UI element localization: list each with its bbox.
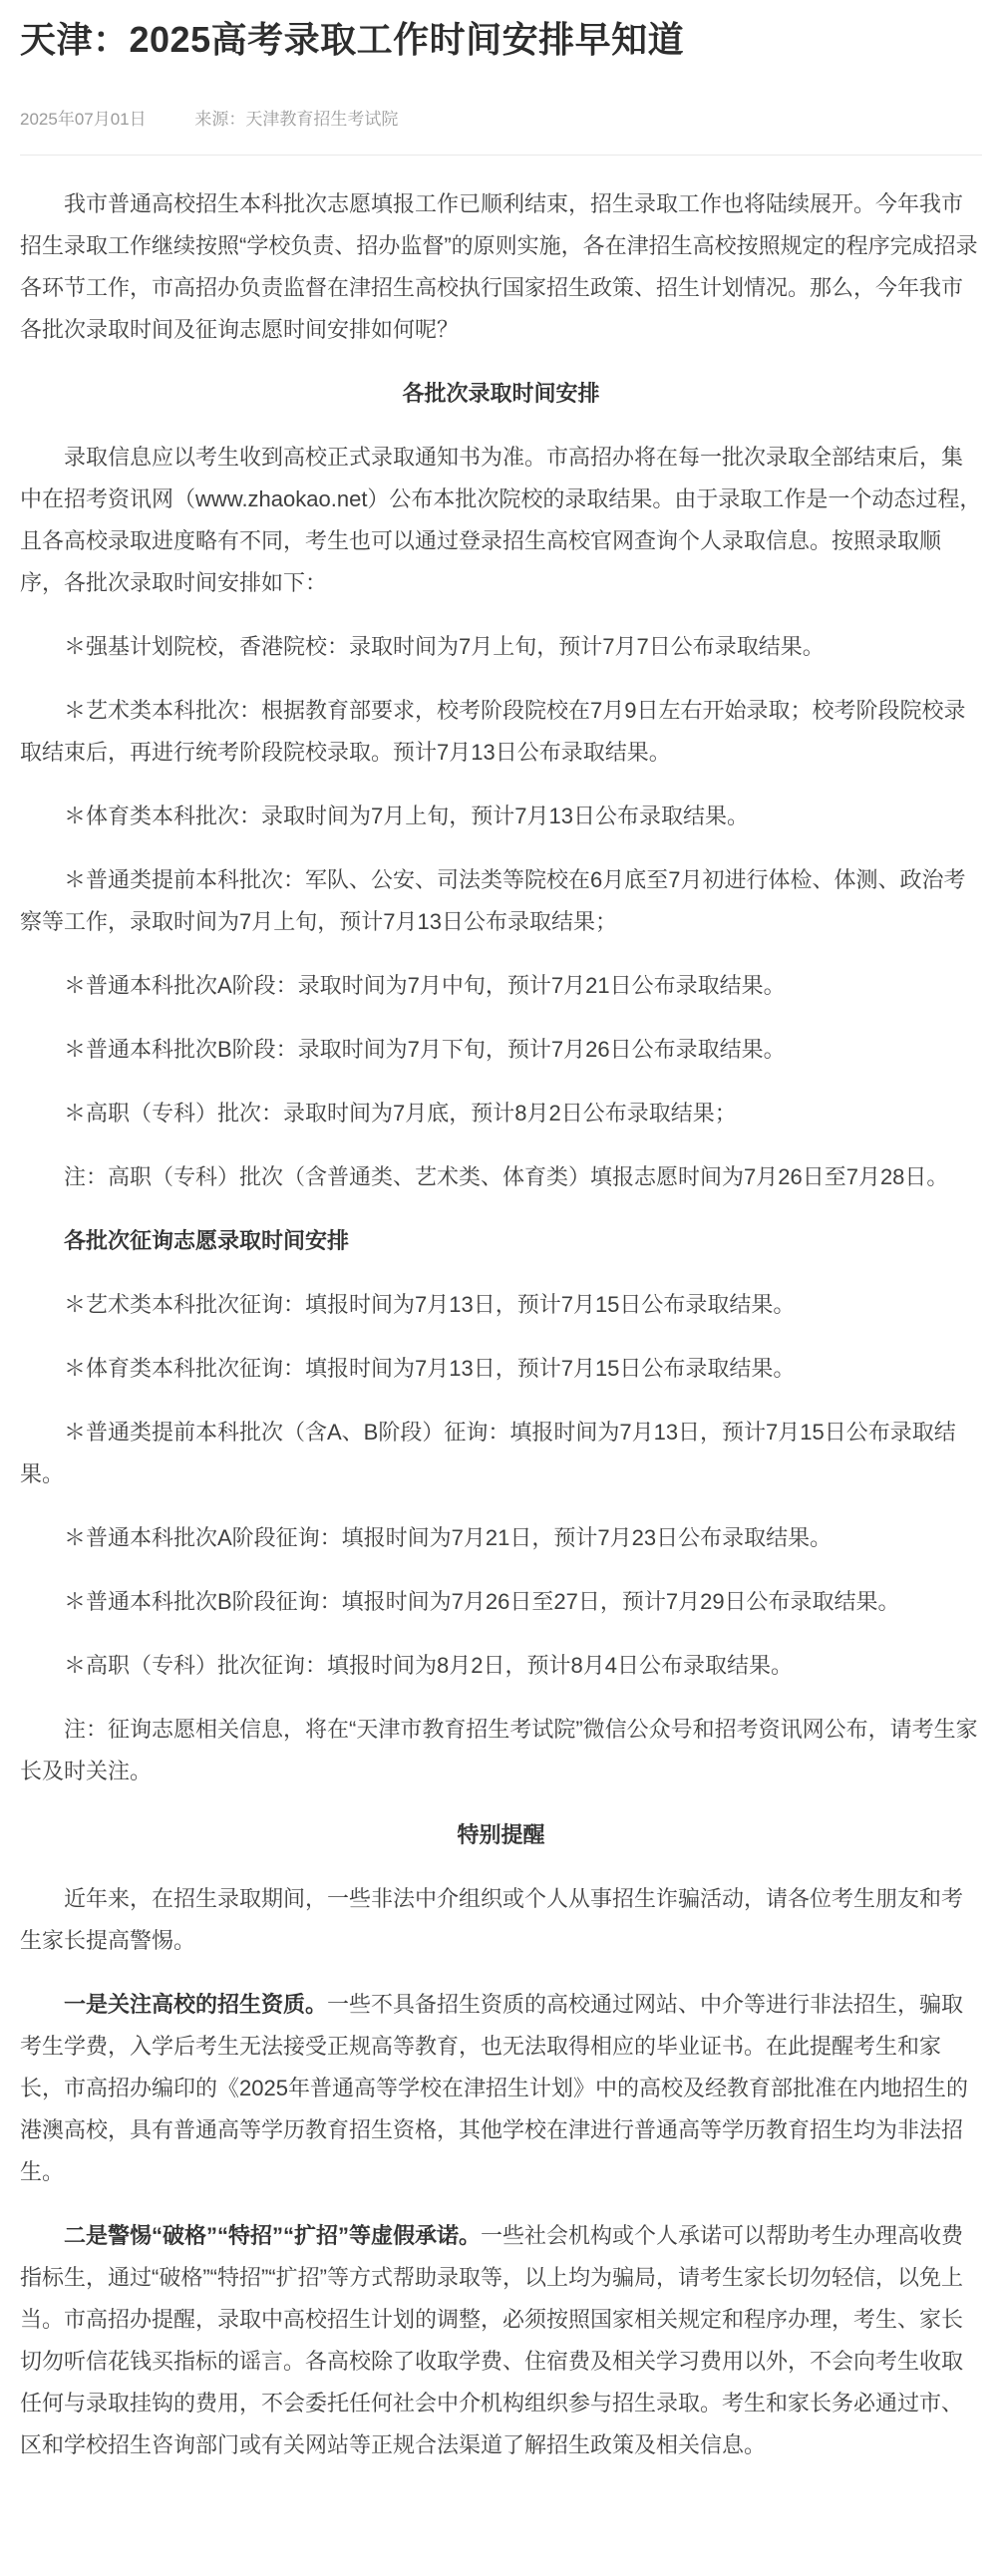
warning-paragraph <box>20 1984 982 2193</box>
page-title: 天津：2025高考录取工作时间安排早知道 <box>20 19 685 60</box>
schedule-item: ＊普通本科批次B阶段：录取时间为7月下旬，预计7月26日公布录取结果。 <box>64 1037 786 1062</box>
section-heading-consult-schedule: 各批次征询志愿录取时间安排 <box>64 1228 350 1253</box>
consult-item: ＊普通本科批次A阶段征询：填报时间为7月21日，预计7月23日公布录取结果。 <box>64 1525 833 1550</box>
schedule-item: ＊强基计划院校，香港院校：录取时间为7月上旬，预计7月7日公布录取结果。 <box>64 634 825 659</box>
schedule-note: 注：高职（专科）批次（含普通类、艺术类、体育类）填报志愿时间为7月26日至7月28日。 <box>64 1164 949 1189</box>
schedule-item: ＊普通本科批次A阶段：录取时间为7月中旬，预计7月21日公布录取结果。 <box>64 973 786 998</box>
warning-lead: 一是关注高校的招生资质。 <box>64 1992 328 2017</box>
warning-text: 一些不具备招生资质的高校通过网站、中介等进行非法招生，骗取考生学费，入学后考生无法接受正规高等教育，也无法取得相应的毕业证书。在此提醒考生和家长，市高招办编印的《2025年普通高等学校在津招生计划》中的高校及经教育部批准在内地招生的港澳高校，具有普通高等学历教育招生资格，其他学校在津进行普通高等学历教育招生均为非法招生。 <box>20 1992 968 2184</box>
schedule-item: ＊艺术类本科批次：根据教育部要求，校考阶段院校在7月9日左右开始录取；校考阶段院校录取结束后，再进行统考阶段院校录取。预计7月13日公布录取结果。 <box>20 698 966 765</box>
consult-item: ＊普通类提前本科批次（含A、B阶段）征询：填报时间为7月13日，预计7月15日公布录取结果。 <box>20 1420 956 1486</box>
section-heading-special-reminder: 特别提醒 <box>457 1822 545 1847</box>
reminder-intro: 近年来，在招生录取期间，一些非法中介组织或个人从事招生诈骗活动，请各位考生朋友和考生家长提高警惕。 <box>20 1886 964 1953</box>
schedule-item: ＊普通类提前本科批次：军队、公安、司法类等院校在6月底至7月初进行体检、体测、政治考察等工作，录取时间为7月上旬，预计7月13日公布录取结果； <box>20 867 966 934</box>
schedule-item: ＊高职（专科）批次：录取时间为7月底，预计8月2日公布录取结果； <box>64 1101 737 1126</box>
consult-item: ＊艺术类本科批次征询：填报时间为7月13日，预计7月15日公布录取结果。 <box>64 1292 796 1317</box>
consult-item: ＊高职（专科）批次征询：填报时间为8月2日，预计8月4日公布录取结果。 <box>64 1653 793 1678</box>
publish-date: 2025年07月01日 <box>20 110 147 129</box>
section-heading-batch-schedule: 各批次录取时间安排 <box>402 381 600 406</box>
consult-item: ＊普通本科批次B阶段征询：填报时间为7月26日至27日，预计7月29日公布录取结果。 <box>64 1589 900 1614</box>
intro-paragraph: 我市普通高校招生本科批次志愿填报工作已顺利结束，招生录取工作也将陆续展开。今年我市招生录取工作继续按照“学校负责、招办监督”的原则实施，各在津招生高校按照规定的程序完成招录各环节工作，市高招办负责监督在津招生高校执行国家招生政策、招生计划情况。那么，今年我市各批次录取时间及征询志愿时间安排如何呢？ <box>20 191 978 342</box>
source-label: 来源：天津教育招生考试院 <box>194 110 399 129</box>
warning-paragraph <box>20 2215 982 2466</box>
article-meta <box>20 108 982 132</box>
warning-lead: 二是警惕“破格”“特招”“扩招”等虚假承诺。 <box>64 2223 482 2248</box>
schedule-description: 录取信息应以考生收到高校正式录取通知书为准。市高招办将在每一批次录取全部结束后，集中在招考资讯网（www.zhaokao.net）公布本批次院校的录取结果。由于录取工作是一个动态过程，且各高校录取进度略有不同，考生也可以通过登录招生高校官网查询个人录取信息。按照录取顺序，各批次录取时间安排如下： <box>20 445 982 595</box>
schedule-item: ＊体育类本科批次：录取时间为7月上旬，预计7月13日公布录取结果。 <box>64 804 749 828</box>
consult-item: ＊体育类本科批次征询：填报时间为7月13日，预计7月15日公布录取结果。 <box>64 1356 796 1381</box>
article-body <box>20 156 982 2466</box>
consult-note: 注：征询志愿相关信息，将在“天津市教育招生考试院”微信公众号和招考资讯网公布，请考生家长及时关注。 <box>20 1717 978 1783</box>
warning-text: 一些社会机构或个人承诺可以帮助考生办理高收费指标生，通过“破格”“特招”“扩招”等方式帮助录取等，以上均为骗局，请考生家长切勿轻信，以免上当。市高招办提醒，录取中高校招生计划的调整，必须按照国家相关规定和程序办理，考生、家长切勿听信花钱买指标的谣言。各高校除了收取学费、住宿费及相关学习费用以外，不会向考生收取任何与录取挂钩的费用，不会委托任何社会中介机构组织参与招生录取。考生和家长务必通过市、区和学校招生咨询部门或有关网站等正规合法渠道了解招生政策及相关信息。 <box>20 2223 964 2457</box>
